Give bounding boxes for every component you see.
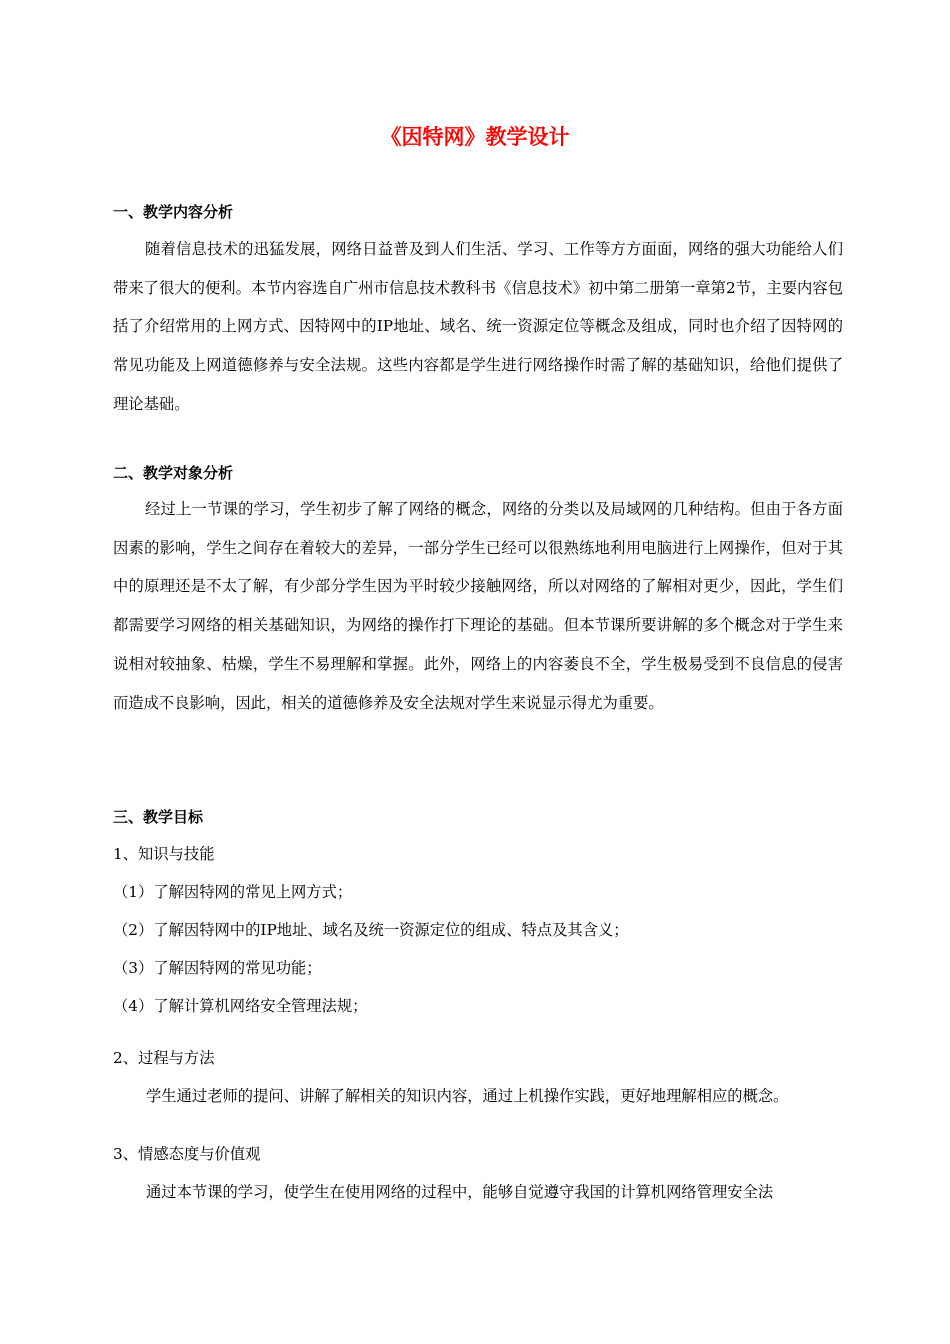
- goal-process-label: 2、过程与方法: [113, 1049, 215, 1067]
- goal-knowledge-label: 1、知识与技能: [113, 845, 215, 863]
- section-heading-content-analysis: 一、教学内容分析: [113, 203, 234, 221]
- goal-knowledge-item: （2）了解因特网中的IP地址、域名及统一资源定位的组成、特点及其含义；: [113, 921, 629, 939]
- goal-knowledge-item: （4）了解计算机网络安全管理法规；: [113, 997, 368, 1015]
- section-heading-audience-analysis: 二、教学对象分析: [113, 464, 234, 482]
- goal-attitude-text: 通过本节课的学习，使学生在使用网络的过程中，能够自觉遵守我国的计算机网络管理安全法: [146, 1183, 774, 1201]
- section-heading-teaching-goals: 三、教学目标: [113, 808, 204, 826]
- goal-knowledge-item: （1）了解因特网的常见上网方式；: [113, 883, 353, 901]
- section-paragraph-content-analysis: 随着信息技术的迅猛发展，网络日益普及到人们生活、学习、工作等方方面面，网络的强大功能给人们带来了很大的便利。本节内容选自广州市信息技术教科书《信息技术》初中第二册第一章第2节，主要内容包括了介绍常用的上网方式、因特网中的IP地址、域名、统一资源定位等概念及组成，同时也介绍了因特网的常见功能及上网道德修养与安全法规。这些内容都是学生进行网络操作时需了解的基础知识，给他们提供了理论基础。: [113, 240, 843, 413]
- goal-process-text: 学生通过老师的提问、讲解了解相关的知识内容，通过上机操作实践，更好地理解相应的概念。: [146, 1087, 789, 1105]
- goal-attitude-label: 3、情感态度与价值观: [113, 1145, 261, 1163]
- section-paragraph-audience-analysis: 经过上一节课的学习，学生初步了解了网络的概念，网络的分类以及局域网的几种结构。但由于各方面因素的影响，学生之间存在着较大的差异，一部分学生已经可以很熟练地利用电脑进行上网操作，但对于其中的原理还是不太了解，有少部分学生因为平时较少接触网络，所以对网络的了解相对更少，因此，学生们都需要学习网络的相关基础知识，为网络的操作打下理论的基础。但本节课所要讲解的多个概念对于学生来说相对较抽象、枯燥，学生不易理解和掌握。此外，网络上的内容萎良不全，学生极易受到不良信息的侵害而造成不良影响，因此，相关的道德修养及安全法规对学生来说显示得尤为重要。: [113, 500, 843, 712]
- goal-knowledge-item: （3）了解因特网的常见功能；: [113, 959, 322, 977]
- document-title: 《因特网》教学设计: [380, 124, 570, 149]
